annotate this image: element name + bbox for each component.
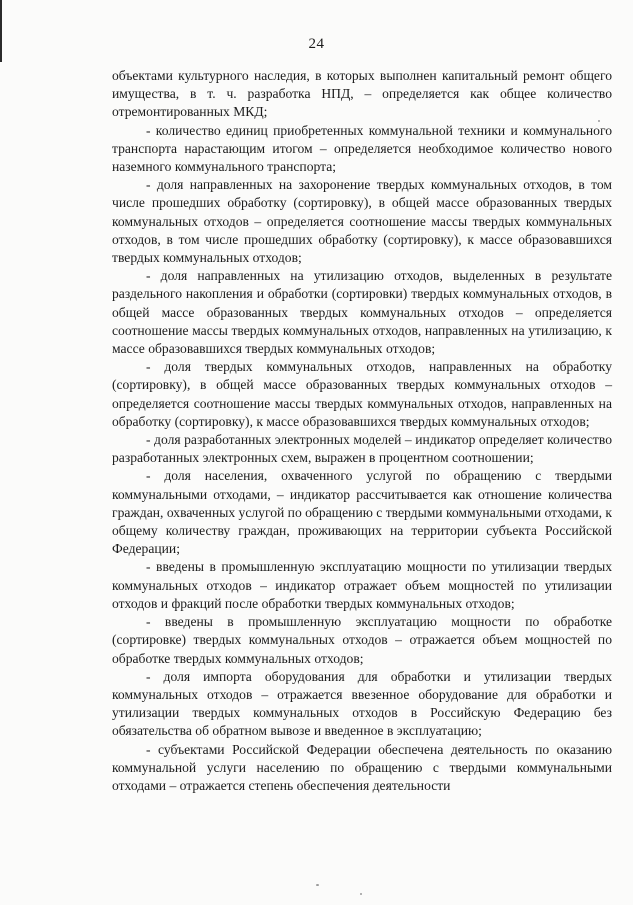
paragraph-vehicles-count: - количество единиц приобретенных коммунальной техники и коммунального транспорта нарастающим итогом – определяется необходимое количество нового наземного коммунального транспорта;: [112, 122, 612, 175]
paragraph-sorting-capacity: - введены в промышленную эксплуатацию мощности по обработке (сортировке) твердых коммунальных отходов – отражается объем мощностей по обработке твердых коммунальных отходов;: [112, 614, 612, 666]
paragraph-electronic-models: - доля разработанных электронных моделей – индикатор определяет количество разработанных электронных схем, выражен в процентном соотношении;: [112, 432, 612, 466]
paragraph-recycling-share: - доля направленных на утилизацию отходов, выделенных в результате раздельного накопления и обработки (сортировки) твердых коммунальных отходов, в общей массе образованных твердых коммунальных отходов – определяется соотношение массы твердых коммунальных отходов, направленных на утилизацию, к массе образовавшихся твердых коммунальных отходов;: [112, 268, 612, 357]
paragraph-landfill-share: - доля направленных на захоронение твердых коммунальных отходов, в том числе прошедших обработку (сортировку), в общей массе образованных твердых коммунальных отходов – определяется соотношение массы твердых коммунальных отходов, в том числе прошедших обработку (сортировку), к массе образовавшихся твердых коммунальных отходов;: [112, 177, 612, 266]
scan-speck: [316, 884, 319, 886]
paragraph-utilization-capacity: - введены в промышленную эксплуатацию мощности по утилизации твердых коммунальных отходов – индикатор отражает объем мощностей по утилизации отходов и фракций после обработки твердых коммунальных отходов;: [112, 559, 612, 611]
paragraph-continued: объектами культурного наследия, в которых выполнен капитальный ремонт общего имущества, в т. ч. разработка НПД, – определяется как общее количество отремонтированных МКД;: [112, 68, 612, 120]
paragraph-regional-service: - субъектами Российской Федерации обеспечена деятельность по оказанию коммунальной услуги населению по обращению с твердыми коммунальными отходами – отражается степень обеспечения деятельности: [112, 741, 612, 793]
scan-speck: [598, 120, 600, 122]
paragraph-population-coverage: - доля населения, охваченного услугой по обращению с твердыми коммунальными отходами, – индикатор рассчитывается как отношение количества граждан, охваченных услугой по обращению с твердыми коммунальными отходами, к общему количеству граждан, проживающих на территории субъекта Российской Федерации;: [112, 468, 612, 557]
document-body: [112, 67, 612, 795]
paragraph-sorting-share: - доля твердых коммунальных отходов, направленных на обработку (сортировку), в общей массе образованных твердых коммунальных отходов – определяется соотношение массы твердых коммунальных отходов, направленных на обработку (сортировку), к массе образовавшихся твердых коммунальных отходов;: [112, 359, 612, 429]
paragraph-equipment-import: - доля импорта оборудования для обработки и утилизации твердых коммунальных отходов – отражается ввезенное оборудование для обработки и утилизации твердых коммунальных отходов в Российскую Федерацию без обязательства об обратном вывозе и введенное в эксплуатацию;: [112, 668, 612, 739]
scan-speck: [360, 893, 362, 895]
page-number: 24: [308, 36, 325, 52]
